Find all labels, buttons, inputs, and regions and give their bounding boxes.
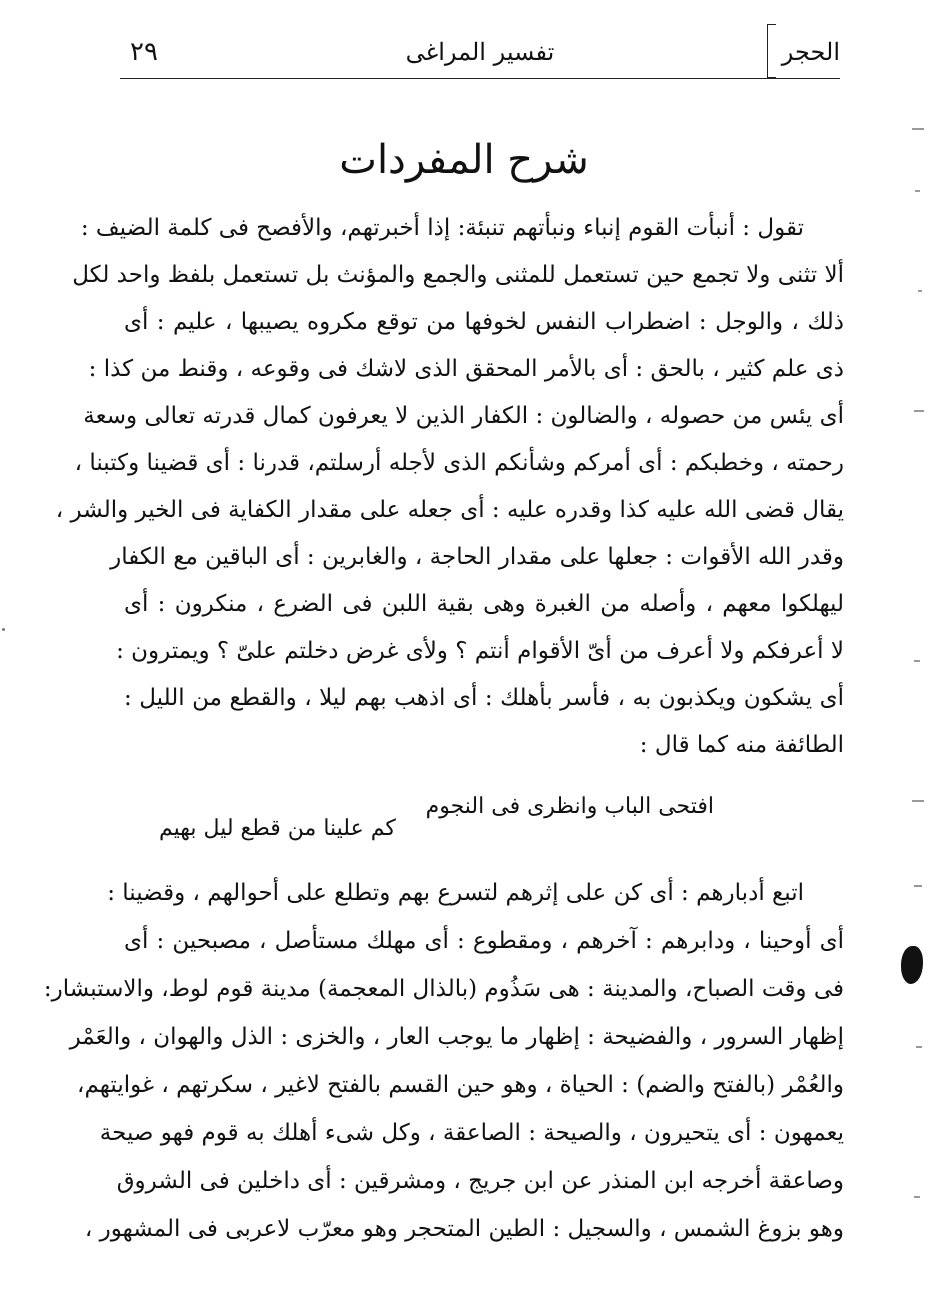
verse-second-hemistich: كم علينا من قطع ليل بهيم: [159, 816, 396, 841]
scan-speck: [914, 885, 922, 887]
verse-first-hemistich: افتحى الباب وانظرى فى النجوم: [425, 794, 714, 819]
text-line: أى يشكون ويكذبون به ، فأسر بأهلك : أى اذهب بهم ليلا ، والقطع من الليل :: [124, 685, 844, 711]
text-line: ذلك ، والوجل : اضطراب النفس لخوفها من توقع مكروه يصيبها ، عليم : أى: [124, 309, 844, 335]
scan-speck: [2, 628, 5, 631]
scan-speck: [915, 190, 920, 192]
scan-speck: [918, 290, 922, 292]
poetry-verse: [124, 779, 844, 869]
body-text: [43, 205, 844, 1253]
text-line: أى أوحينا ، ودابرهم : آخرهم ، ومقطوع : أى مهلك مستأصل ، مصبحين : أى: [124, 928, 844, 954]
text-line: إظهار السرور ، والفضيحة : إظهار ما يوجب العار ، والخزى : الذل والهوان ، والعَمْر: [69, 1024, 844, 1050]
scan-speck: [914, 410, 924, 412]
text-line: وهو بزوغ الشمس ، والسجيل : الطين المتحجر وهو معرّب لاعربى فى المشهور ،: [84, 1216, 844, 1242]
text-line: الطائفة منه كما قال :: [639, 732, 844, 758]
scan-speck: [912, 128, 924, 130]
page-number: ٢٩: [130, 37, 158, 67]
text-line: اتبع أدبارهم : أى كن على إثرهم لتسرع بهم وتطلع على أحوالهم ، وقضينا :: [107, 880, 804, 906]
scan-speck: [914, 1196, 920, 1198]
margin-scan-specks: [898, 0, 928, 1312]
text-line: وقدر الله الأقوات : جعلها على مقدار الحاجة ، والغابرين : أى الباقين مع الكفار: [110, 544, 844, 570]
text-line: فى وقت الصباح، والمدينة : هى سَذُوم (بالذال المعجمة) مدينة قوم لوط، والاستبشار:: [43, 976, 844, 1002]
header-surah-name: الحجر: [781, 38, 840, 66]
text-line: والعُمْر (بالفتح والضم) : الحياة ، وهو حين القسم بالفتح لاغير ، سكرتهم ، غوايتهم،: [77, 1072, 844, 1098]
scan-speck: [912, 800, 924, 802]
running-header: [120, 30, 840, 80]
header-rule: [120, 78, 840, 79]
text-line: تقول : أنبأت القوم إنباء ونبأتهم تنبئة: إذا أخبرتهم، والأفصح فى كلمة الضيف :: [80, 215, 804, 241]
text-line: ذى علم كثير ، بالحق : أى بالأمر المحقق الذى لاشك فى وقوعه ، وقنط من كذا :: [88, 356, 844, 382]
text-line: يعمهون : أى يتحيرون ، والصيحة : الصاعقة ، وكل شىء أهلك به قوم فهو صيحة: [99, 1120, 844, 1146]
scan-speck: [914, 660, 920, 662]
text-line: يقال قضى الله عليه كذا وقدره عليه : أى جعله على مقدار الكفاية فى الخير والشر ،: [55, 497, 844, 523]
body-text-continued: [43, 869, 844, 1253]
text-line: أى يئس من حصوله ، والضالون : الكفار الذين لا يعرفون كمال قدرته تعالى وسعة: [83, 403, 844, 429]
text-line: رحمته ، وخطبكم : أى أمركم وشأنكم الذى لأجله أرسلتم، قدرنا : أى قضينا وكتبنا ،: [74, 450, 844, 476]
text-line: وصاعقة أخرجه ابن المنذر عن ابن جريج ، ومشرقين : أى داخلين فى الشروق: [116, 1168, 844, 1194]
text-line: ليهلكوا معهم ، وأصله من الغبرة وهى بقية اللبن فى الضرع ، منكرون : أى: [124, 591, 844, 617]
scan-speck: [916, 1046, 922, 1048]
section-title: شرح المفردات: [339, 137, 589, 183]
text-line: ألا تثنى ولا تجمع حين تستعمل للمثنى والجمع والمؤنث بل تستعمل بلفظ واحد لكل: [72, 262, 844, 288]
header-book-title: تفسير المراغى: [405, 38, 555, 66]
text-line: لا أعرفكم ولا أعرف من أىّ الأقوام أنتم ؟ ولأى غرض دخلتم علىّ ؟ ويمترون :: [116, 638, 844, 664]
